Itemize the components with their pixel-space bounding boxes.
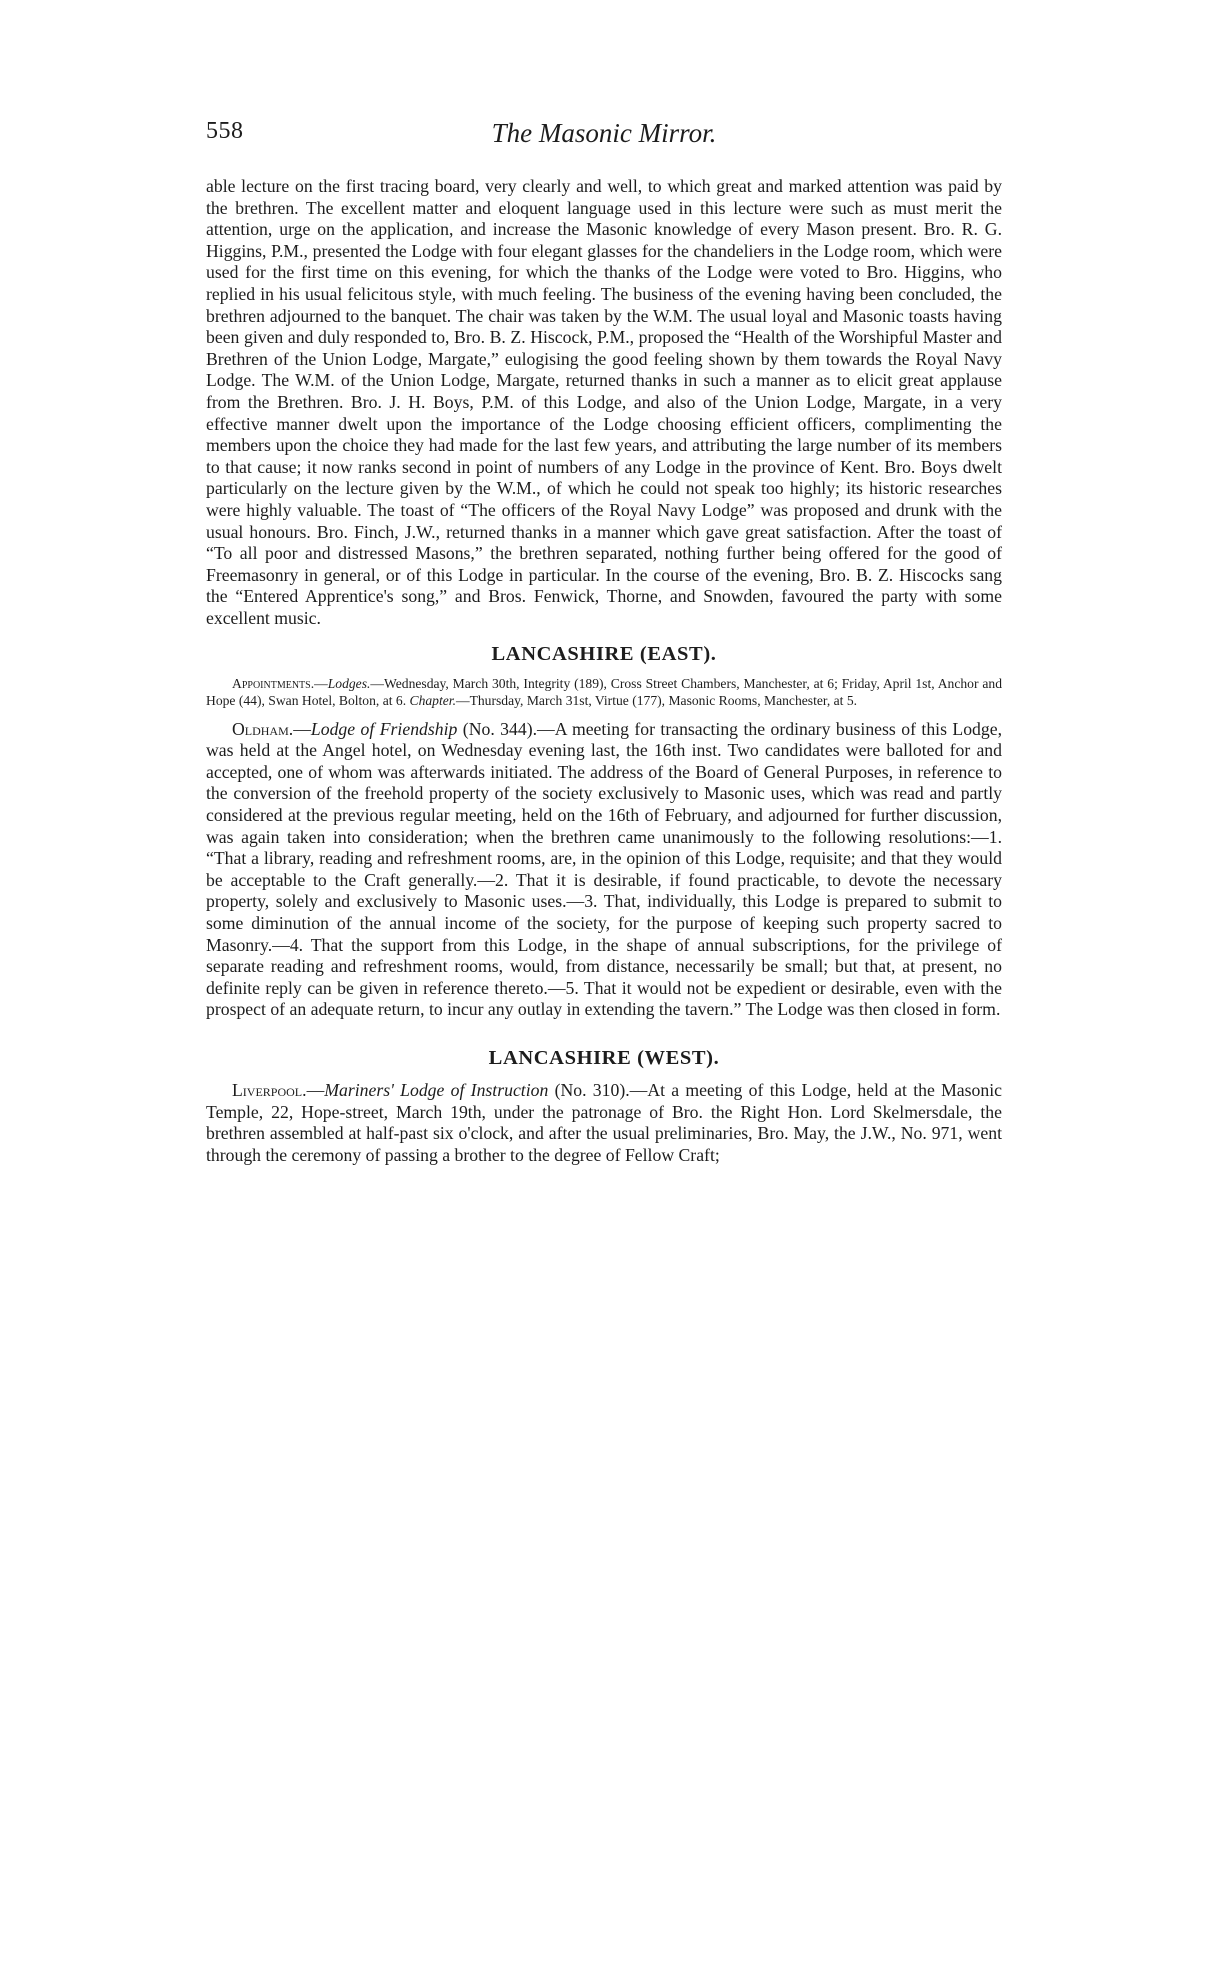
oldham-lodge-name: Lodge of Friendship — [310, 718, 458, 739]
oldham-dash: — — [293, 718, 311, 739]
appointments-dash: — — [314, 676, 328, 692]
liverpool-report — [206, 1080, 1002, 1166]
appointments-label-lodges: Lodges. — [327, 676, 371, 692]
appointments-notice — [206, 676, 1002, 709]
liverpool-place: Liverpool. — [232, 1079, 307, 1100]
section-heading-lancashire-west: LANCASHIRE (WEST). — [488, 1046, 720, 1069]
appointments-label-chapter: Chapter. — [409, 693, 456, 709]
text-column — [206, 176, 1002, 1166]
liverpool-dash: — — [306, 1079, 325, 1100]
section-heading-lancashire-east: LANCASHIRE (EAST). — [491, 643, 717, 666]
page-header — [206, 118, 1002, 154]
appointments-chapter-text: —Thursday, March 31st, Virtue (177), Masonic Rooms, Manchester, at 5. — [455, 693, 858, 709]
oldham-place: Oldham. — [232, 718, 294, 739]
page-number: 558 — [206, 118, 244, 144]
running-title: The Masonic Mirror. — [491, 118, 717, 148]
oldham-report — [206, 719, 1002, 1021]
oldham-text: (No. 344).—A meeting for transacting the ordinary business of this Lodge, was held at the Angel hotel, on Wednesday evening last, the 16th inst. Two candidates were balloted for and accepted, one of whom was afterwards initiated. The address of the Board of General Purposes, in reference to the conversion of the freehold property of the society exclusively to Masonic uses, which was read and partly considered at the previous regular meeting, held on the 16th of February, and adjourned for further discussion, was again taken into consideration; when the brethren came unanimously to the following resolutions:—1. “That a library, reading and refreshment rooms, are, in the opinion of this Lodge, requisite; and that they would be acceptable to the Craft generally.—2. That it is desirable, if found practicable, to devote the necessary property, solely and exclusively to Masonic uses.—3. That, individually, this Lodge is prepared to submit to some diminution of the annual income of the society, for the purpose of keeping such property sacred to Masonry.—4. That the support from this Lodge, in the shape of annual subscriptions, for the privilege of separate reading and refreshment rooms, would, from distance, necessarily be small; but that, at present, no definite reply can be given in reference thereto.—5. That it would not be expedient or desirable, even with the prospect of an adequate return, to incur any outlay in extending the tavern.” The Lodge was then closed in form. — [206, 718, 1002, 1020]
liverpool-text: (No. 310).—At a meeting of this Lodge, held at the Masonic Temple, 22, Hope-street, March 19th, under the patronage of Bro. the Right Hon. Lord Skelmersdale, the brethren assembled at half-past six o'clock, and after the usual preliminaries, Bro. May, the J.W., No. 971, went through the ceremony of passing a brother to the degree of Fellow Craft; — [206, 1079, 1002, 1165]
liverpool-lodge-name: Mariners' Lodge of Instruction — [324, 1079, 549, 1100]
appointments-lodges-text: —Wednesday, March 30th, Integrity (189), Cross Street Chambers, Manchester, at 6; Friday, April 1st, Anchor and Hope (44), Swan Hotel, Bolton, at 6. — [206, 676, 1002, 709]
opening-paragraph: able lecture on the first tracing board, very clearly and well, to which great and marked attention was paid by the brethren. The excellent matter and eloquent language used in this lecture were such as must merit the attention, urge on the application, and increase the Masonic knowledge of every Mason present. Bro. R. G. Higgins, P.M., presented the Lodge with four elegant glasses for the chandeliers in the Lodge room, which were used for the first time on this evening, for which the thanks of the Lodge were voted to Bro. Higgins, who replied in his usual felicitous style, with much feeling. The business of the evening having been concluded, the brethren adjourned to the banquet. The chair was taken by the W.M. The usual loyal and Masonic toasts having been given and duly responded to, Bro. B. Z. Hiscock, P.M., proposed the “Health of the Worshipful Master and Brethren of the Union Lodge, Margate,” eulogising the good feeling shown by them towards the Royal Navy Lodge. The W.M. of the Union Lodge, Margate, returned thanks in such a manner as to elicit great applause from the Brethren. Bro. J. H. Boys, P.M. of this Lodge, and also of the Union Lodge, Margate, in a very effective manner dwelt upon the importance of the Lodge choosing efficient officers, complimenting the members upon the choice they had made for the last few years, and attributing the large number of its members to that cause; it now ranks second in point of numbers of any Lodge in the province of Kent. Bro. Boys dwelt particularly on the lecture given by the W.M., of which he could not speak too highly; its historic researches were highly valuable. The toast of “The officers of the Royal Navy Lodge” was proposed and drunk with the usual honours. Bro. Finch, J.W., returned thanks in a manner which gave great satisfaction. After the toast of “To all poor and distressed Masons,” the brethren separated, nothing further being offered for the good of Freemasonry in general, or of this Lodge in particular. In the course of the evening, Bro. B. Z. Hiscocks sang the “Entered Apprentice's song,” and Bros. Fenwick, Thorne, and Snowden, favoured the party with some excellent music. — [206, 176, 1002, 628]
appointments-lead: Appointments. — [232, 676, 315, 692]
